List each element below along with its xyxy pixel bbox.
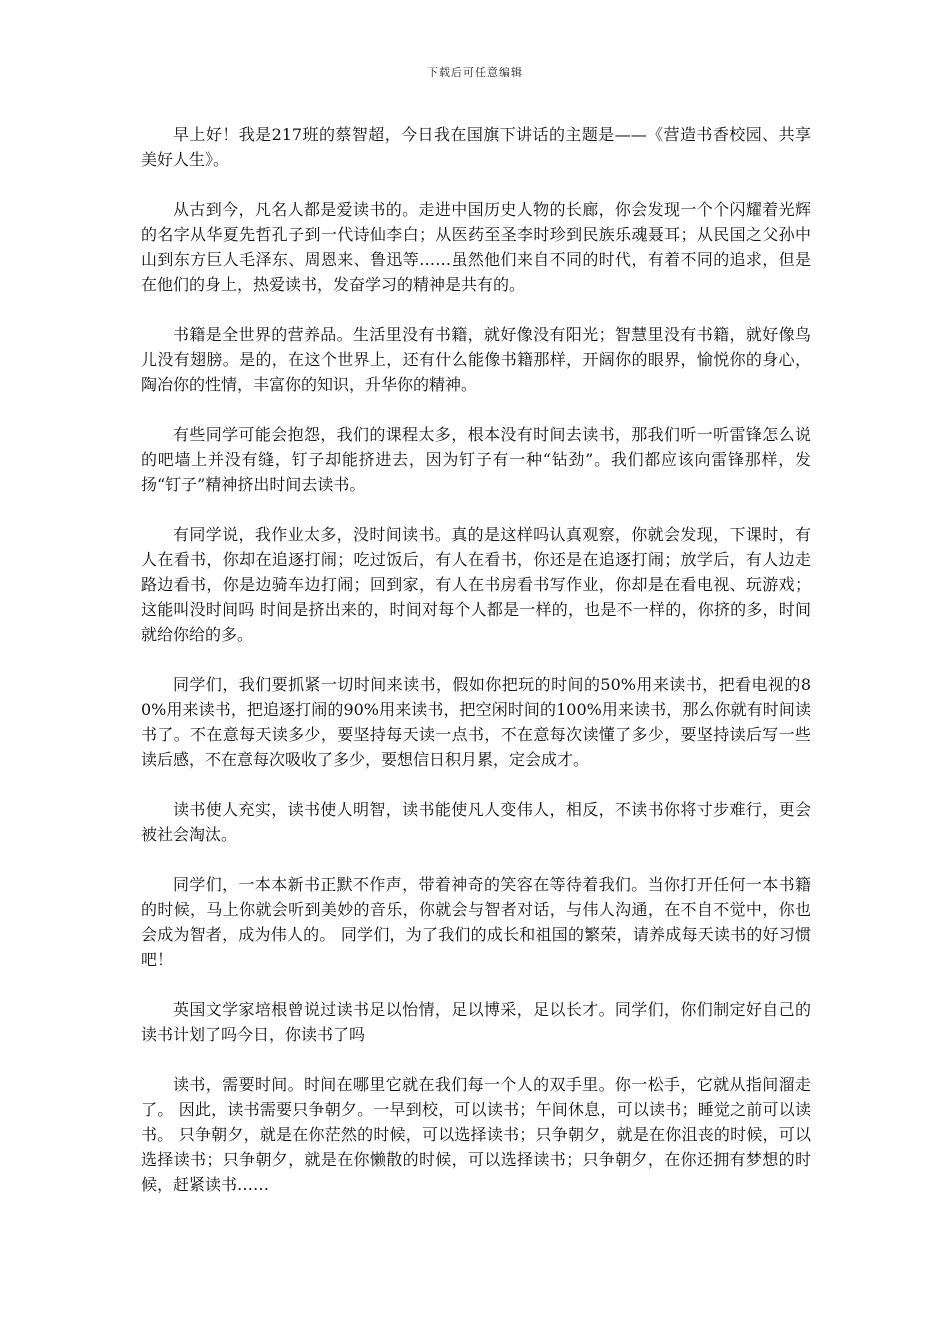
paragraph-famous-readers: 从古到今，凡名人都是爱读书的。走进中国历史人物的长廊，你会发现一个个闪耀着光辉的名字从华夏先哲孔子到一代诗仙李白；从医药至圣李时珍到民族乐魂聂耳；从民国之父孙中山到东方巨人毛泽东、周恩来、鲁迅等……虽然他们来自不同的时代，有着不同的追求，但是在他们的身上，热爱读书，发奋学习的精神是共有的。 <box>141 200 811 294</box>
paragraph-nail-spirit: 有些同学可能会抱怨，我们的课程太多，根本没有时间去读书，那我们听一听雷锋怎么说的吧墙上并没有缝，钉子却能挤进去，因为钉子有一种“钻劲”。我们都应该向雷锋那样，发扬“钉子”精神挤出时间去读书。 <box>141 425 811 494</box>
paragraph-use-time: 同学们，我们要抓紧一切时间来读书，假如你把玩的时间的50%用来读书，把看电视的80%用来读书，把追逐打闹的90%用来读书，把空闲时间的100%用来读书，那么你就有时间读书了。不在意每天读多少，要坚持每天读一点书，不在意每次读懂了多少，要坚持读后写一些读后感，不在意每次吸收了多少，要想信日积月累，定会成才。 <box>141 675 811 769</box>
header-note: 下载后可任意编辑 <box>427 66 523 79</box>
paragraph-new-books: 同学们，一本本新书正默不作声，带着神奇的笑容在等待着我们。当你打开任何一本书籍的时候，马上你就会听到美妙的音乐，你就会与智者对话，与伟人沟通，在不自不觉中，你也会成为智者，成为伟人的。 同学们，为了我们的成长和祖国的繁荣，请养成每天读书的好习惯吧！ <box>141 875 811 969</box>
paragraph-bacon-quote: 英国文学家培根曾说过读书足以怡情，足以博采，足以长才。同学们，你们制定好自己的读书计划了吗今日，你读书了吗 <box>141 1000 811 1044</box>
paragraph-no-time-excuse: 有同学说，我作业太多，没时间读书。真的是这样吗认真观察，你就会发现，下课时，有人在看书，你却在追逐打闹；吃过饭后，有人在看书，你还是在追逐打闹；放学后，有人边走路边看书，你是边骑车边打闹；回到家，有人在书房看书写作业，你却是在看电视、玩游戏；这能叫没时间吗 时间是挤出来的，时间对每个人都是一样的，也是不一样的，你挤的多，时间就给你给的多。 <box>141 525 811 644</box>
paragraph-seize-the-day: 读书，需要时间。时间在哪里它就在我们每一个人的双手里。你一松手，它就从指间溜走了。 因此，读书需要只争朝夕。一早到校，可以读书；午间休息，可以读书；睡觉之前可以读书。 只争朝夕，就是在你茫然的时候，可以选择读书；只争朝夕，就是在你沮丧的时候，可以选择读书；只争朝夕，就是在你懒散的时候，可以选择读书；只争朝夕，在你还拥有梦想的时候，赶紧读书…… <box>141 1075 811 1194</box>
speech-body <box>141 122 811 1197</box>
paragraph-books-nutrition: 书籍是全世界的营养品。生活里没有书籍，就好像没有阳光；智慧里没有书籍，就好像鸟儿没有翅膀。是的，在这个世界上，还有什么能像书籍那样，开阔你的眼界，愉悦你的身心，陶冶你的性情，丰富你的知识，升华你的精神。 <box>141 325 811 394</box>
paragraph-reading-benefits: 读书使人充实，读书使人明智，读书能使凡人变伟人，相反，不读书你将寸步难行，更会被社会淘汰。 <box>141 800 811 844</box>
paragraph-greeting: 早上好！我是217班的蔡智超，今日我在国旗下讲话的主题是——《营造书香校园、共享美好人生》。 <box>141 125 811 169</box>
